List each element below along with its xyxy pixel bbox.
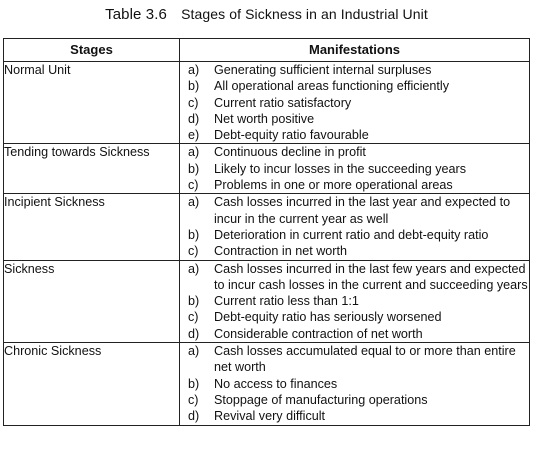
item-letter: d) [188, 111, 200, 126]
table-row [4, 343, 530, 425]
item-text: Cash losses incurred in the last year and expected to incur in the current year as well [214, 195, 511, 226]
item-letter: c) [188, 310, 199, 325]
item-letter: e) [188, 128, 200, 143]
manifestation-item [180, 261, 529, 294]
item-letter: a) [188, 261, 200, 276]
item-letter: a) [188, 344, 200, 359]
manifestation-item [180, 177, 529, 193]
item-letter: b) [188, 376, 200, 391]
manifestation-item [180, 343, 529, 376]
table-number: Table 3.6 [105, 6, 167, 23]
stage-cell: Chronic Sickness [4, 343, 180, 425]
manifestation-item [180, 293, 529, 309]
manifestations-cell [180, 62, 530, 144]
header-stages: Stages [4, 39, 180, 62]
item-text: Current ratio less than 1:1 [214, 294, 359, 309]
manifestation-item [180, 227, 529, 243]
stage-cell: Sickness [4, 260, 180, 342]
manifestation-item [180, 408, 529, 424]
manifestations-cell [180, 260, 530, 342]
manifestation-item [180, 392, 529, 408]
item-text: Generating sufficient internal surpluses [214, 63, 432, 77]
table-row [4, 194, 530, 260]
item-text: Stoppage of manufacturing operations [214, 392, 428, 407]
manifestations-cell [180, 144, 530, 194]
manifestation-item [180, 326, 529, 342]
item-text: Deterioration in current ratio and debt-equity ratio [214, 227, 489, 242]
item-letter: b) [188, 161, 200, 176]
header-row [4, 39, 530, 62]
table-title: Stages of Sickness in an Industrial Unit [181, 6, 428, 22]
manifestation-item [180, 161, 529, 177]
item-text: Revival very difficult [214, 409, 326, 424]
item-letter: b) [188, 294, 200, 309]
manifestation-item [180, 309, 529, 325]
stage-cell: Tending towards Sickness [4, 144, 180, 194]
header-manifestations: Manifestations [180, 39, 530, 62]
table-caption [0, 6, 533, 23]
item-letter: b) [188, 79, 200, 94]
manifestations-cell [180, 343, 530, 425]
stages-table [3, 38, 530, 426]
manifestation-item [180, 144, 529, 160]
table-row [4, 260, 530, 342]
item-text: Problems in one or more operational areas [214, 178, 453, 193]
item-text: Continuous decline in profit [214, 145, 366, 160]
item-text: Current ratio satisfactory [214, 95, 352, 110]
manifestation-item [180, 243, 529, 259]
item-letter: b) [188, 227, 200, 242]
item-text: Cash losses incurred in the last few years and expected to incur cash losses in the current and succeeding years [214, 261, 528, 292]
manifestation-item [180, 376, 529, 392]
item-letter: c) [188, 244, 199, 259]
manifestation-item [180, 62, 529, 78]
stage-cell: Normal Unit [4, 62, 180, 144]
item-letter: c) [188, 178, 199, 193]
item-letter: d) [188, 409, 200, 424]
item-letter: a) [188, 145, 200, 160]
table-row [4, 62, 530, 144]
item-text: Cash losses accumulated equal to or more than entire net worth [214, 344, 516, 375]
manifestation-item [180, 111, 529, 127]
item-letter: c) [188, 95, 199, 110]
item-text: No access to finances [214, 376, 338, 391]
manifestations-cell [180, 194, 530, 260]
manifestation-item [180, 78, 529, 94]
manifestation-item [180, 127, 529, 143]
item-text: Contraction in net worth [214, 244, 348, 259]
item-letter: d) [188, 326, 200, 341]
manifestation-item [180, 95, 529, 111]
item-text: Debt-equity ratio has seriously worsened [214, 310, 442, 325]
item-text: Considerable contraction of net worth [214, 326, 423, 341]
manifestation-item [180, 194, 529, 227]
item-text: Debt-equity ratio favourable [214, 128, 369, 143]
item-letter: c) [188, 392, 199, 407]
stage-cell: Incipient Sickness [4, 194, 180, 260]
item-text: All operational areas functioning efficiently [214, 79, 449, 94]
item-text: Net worth positive [214, 111, 315, 126]
table-row [4, 144, 530, 194]
item-text: Likely to incur losses in the succeeding years [214, 161, 467, 176]
item-letter: a) [188, 195, 200, 210]
item-letter: a) [188, 63, 200, 77]
